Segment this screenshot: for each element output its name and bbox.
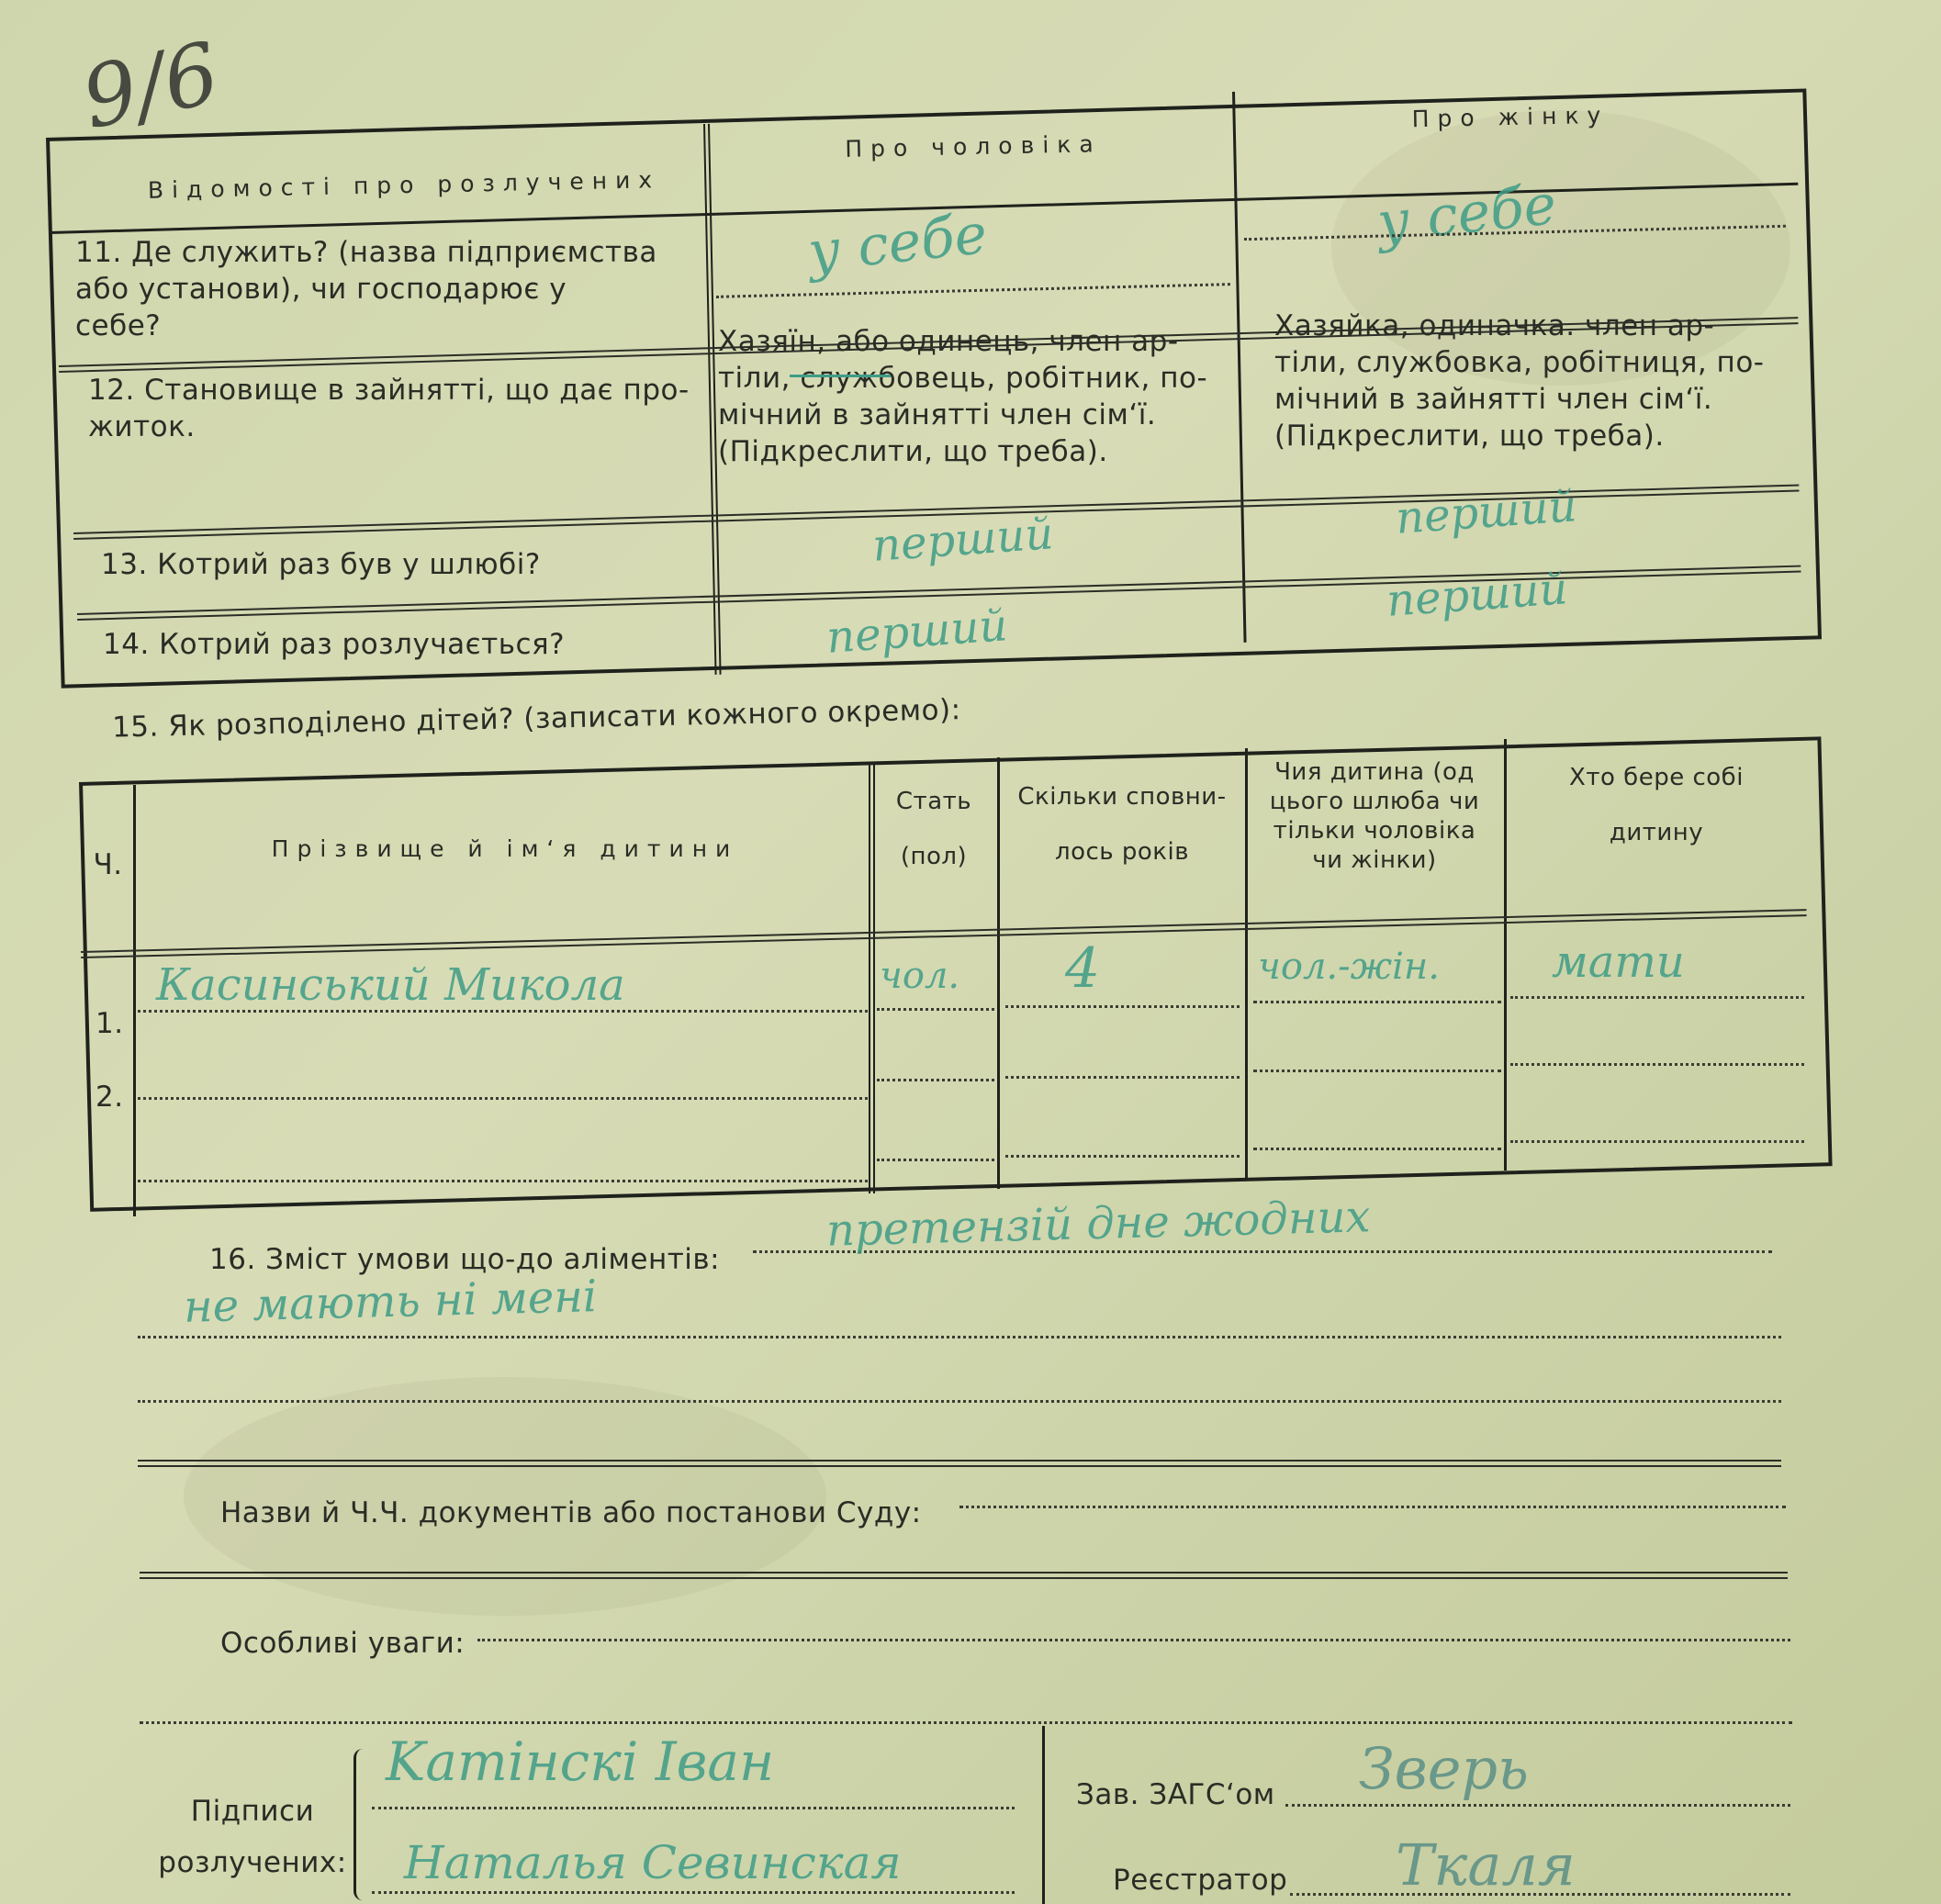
signature-husband: Kamінскі Iван xyxy=(386,1730,775,1793)
child-whose: чол.-жін. xyxy=(1258,946,1440,988)
row-line xyxy=(1005,1076,1240,1079)
answer-11-husband: у себе xyxy=(804,201,991,286)
column-divider xyxy=(133,785,136,1216)
registrar-label: Реєстратор xyxy=(1113,1864,1288,1897)
child-age: 4 xyxy=(1065,936,1101,1001)
underline-mark xyxy=(790,375,891,377)
answer-line xyxy=(959,1506,1786,1508)
signature-wife: Наталья Севинская xyxy=(404,1836,902,1889)
answer-line xyxy=(138,1400,1781,1403)
row-line xyxy=(877,1079,994,1081)
answer-line xyxy=(138,1336,1781,1338)
row-line xyxy=(1005,1005,1240,1008)
header-about-husband: Про чоловіка xyxy=(845,130,1102,162)
question-16: 16. Зміст умови що-до аліментів: xyxy=(209,1243,721,1276)
answer-line xyxy=(140,1721,1792,1724)
answer-13-husband: перший xyxy=(870,508,1056,572)
zags-head-signature: Зверь xyxy=(1359,1735,1529,1802)
section-divider xyxy=(140,1572,1788,1579)
row-line xyxy=(1005,1155,1240,1158)
row-line xyxy=(1253,1148,1501,1150)
signature-line xyxy=(372,1891,1015,1894)
options-12-husband: Хазяїн, або одинець, член ар- тіли, службовець, робітник, по- мічний в зайнятті член сім‘ї. (Підкреслити, що треба). xyxy=(718,325,1208,468)
zags-head-label: Зав. ЗАГС‘ом xyxy=(1076,1778,1275,1811)
row-number: 2. xyxy=(95,1081,124,1114)
header-divorcee-info: Відомості про розлучених xyxy=(147,166,661,204)
answer-13-wife: перший xyxy=(1394,480,1579,544)
margin-note: 9/6 xyxy=(73,23,228,149)
section-divider xyxy=(138,1460,1781,1467)
row-line xyxy=(877,1159,994,1161)
row-number: 1. xyxy=(95,1007,124,1040)
row-line xyxy=(1510,1063,1804,1066)
alimony-text-line-1: претензій дне жодних xyxy=(825,1191,1372,1257)
question-13: 13. Котрий раз був у шлюбі? xyxy=(101,548,541,581)
alimony-text-line-2: не мають ні мені xyxy=(183,1271,598,1333)
column-header-sex: Стать (пол) xyxy=(895,788,972,870)
column-header-child-name: Прізвище й ім‘я дитини xyxy=(271,835,739,862)
row-line xyxy=(138,1097,868,1100)
column-header-who-takes: Хто бере собі дитину xyxy=(1569,764,1744,846)
answer-14-husband: перший xyxy=(825,599,1010,664)
column-divider xyxy=(1245,748,1248,1180)
options-12-wife: Хазяйка, одиначка. член ар- тіли, службовка, робітниця, по- мічний в зайнятті член сім‘ї. (Підкреслити, що треба). xyxy=(1274,309,1765,453)
question-12: 12. Становище в зайнятті, що дає про- житок. xyxy=(88,374,690,443)
signature-line xyxy=(1285,1804,1790,1807)
signatures-divider xyxy=(1042,1726,1045,1904)
row-line xyxy=(138,1010,868,1013)
documents-label: Назви й Ч.Ч. документів або постанови Суду: xyxy=(220,1496,922,1529)
signatures-brace xyxy=(353,1749,369,1900)
column-header-age: Скільки сповни- лось років xyxy=(1017,783,1227,866)
question-14: 14. Котрий раз розлучається? xyxy=(103,628,566,661)
child-sex: чол. xyxy=(880,955,960,997)
row-line xyxy=(1510,996,1804,999)
registrar-signature: Ткаля xyxy=(1396,1831,1576,1898)
column-header-whose-child: Чия дитина (од цього шлюба чи тільки чоловіка чи жінки) xyxy=(1269,758,1480,874)
row-line xyxy=(1253,1070,1501,1072)
answer-11-wife: у себе xyxy=(1374,172,1560,256)
row-line xyxy=(138,1180,868,1182)
column-header-number: Ч. xyxy=(93,848,123,881)
signatures-label: Підписи розлучених: xyxy=(158,1795,347,1879)
column-divider xyxy=(997,757,1000,1189)
question-11: 11. Де служить? (назва підприємства або установи), чи господарює у себе? xyxy=(75,236,657,342)
answer-line xyxy=(477,1639,1790,1641)
row-line xyxy=(1253,1001,1501,1003)
column-divider xyxy=(1504,739,1507,1170)
header-about-wife: Про жінку xyxy=(1411,101,1610,133)
child-name: Касинський Микола xyxy=(156,959,625,1011)
row-line xyxy=(877,1008,994,1011)
answer-14-wife: перший xyxy=(1385,563,1570,627)
question-15: 15. Як розподілено дітей? (записати кожного окремо): xyxy=(111,693,961,745)
signature-line xyxy=(372,1807,1015,1809)
special-notes-label: Особливі уваги: xyxy=(220,1627,466,1660)
row-line xyxy=(1510,1140,1804,1143)
child-who-takes: мати xyxy=(1552,936,1685,988)
